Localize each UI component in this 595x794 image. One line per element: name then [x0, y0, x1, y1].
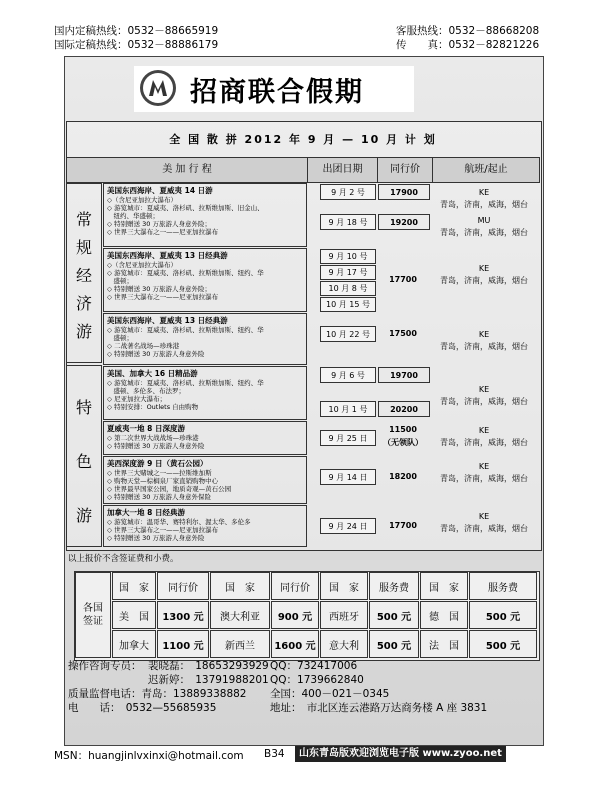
- flight-route: 青岛，济南，威海，烟台: [440, 396, 528, 406]
- visa-header-country: 国 家: [210, 572, 270, 600]
- departure-date: 9 月 17 号: [320, 265, 376, 280]
- quality-phone: 质量监督电话：青岛：13889338882: [68, 688, 247, 700]
- brand-name: 招商联合假期: [190, 77, 364, 108]
- visa-fee: 500 元: [469, 601, 537, 629]
- visa-fee: 500 元: [369, 601, 419, 629]
- footer-banner: [295, 746, 506, 762]
- visa-country: 意大利: [320, 630, 368, 658]
- departure-date: 9 月 18 号: [320, 214, 376, 230]
- price-cell: 19700: [378, 367, 430, 383]
- visa-price: 900 元: [271, 601, 319, 629]
- page-number: B34: [264, 748, 285, 760]
- itinerary-item: 美国东西海岸、夏威夷 14 日游 ◇（含尼亚加拉大瀑布） ◇ 游览城市：夏威夷、洛杉矶、拉斯维加斯、旧金山、 纽约、华盛顿； ◇ 特别赠送 30 万旅游人身意外险； ◇ 世界三大瀑布之一——尼亚加拉瀑布: [103, 183, 307, 247]
- visa-header-fee: 服务费: [469, 572, 537, 600]
- fax-number: 传 真：0532－82821226: [396, 39, 540, 51]
- flight-code: KE: [478, 263, 490, 273]
- flight-code: KE: [478, 187, 490, 197]
- departure-date: 10 月 15 号: [320, 297, 376, 312]
- price-cell: 17900: [378, 184, 430, 200]
- flight-route: 青岛，济南，威海，烟台: [440, 227, 528, 237]
- visa-price: 1300 元: [157, 601, 209, 629]
- departure-date: 9 月 2 号: [320, 184, 376, 200]
- itinerary-item: 夏威夷一地 8 日深度游 ◇ 第二次世界大战战场—珍珠港 ◇ 特别赠送 30 万旅游人身意外险: [103, 421, 307, 455]
- price-cell: 17700: [389, 520, 417, 530]
- header-itinerary: 美 加 行 程: [66, 157, 308, 183]
- msn-contact: MSN：huangjinlvxinxi@hotmail.com: [54, 750, 244, 762]
- price-cell: 18200: [389, 471, 417, 481]
- intl-hotline: 国际定稿热线：0532－88886179: [54, 39, 219, 51]
- price-note: （无领队）: [383, 437, 423, 447]
- flight-code: KE: [478, 384, 490, 394]
- visa-header-country: 国 家: [112, 572, 156, 600]
- price-cell: 20200: [378, 401, 430, 417]
- itinerary-item: 美国东西海岸、夏威夷 13 日经典游 ◇ 游览城市：夏威夷、洛杉矶、拉斯维加斯、纽约、华 盛顿； ◇ 二战著名战场—珍珠港 ◇ 特别赠送 30 万旅游人身意外险: [103, 313, 307, 365]
- price-cell: 17500: [389, 328, 417, 338]
- flight-route: 青岛，济南，威海，烟台: [440, 275, 528, 285]
- itinerary-item: 美国、加拿大 16 日精品游 ◇ 游览城市：夏威夷、洛杉矶、拉斯维加斯、纽约、华 盛顿、多伦多、布法罗； ◇ 尼亚加拉大瀑布； ◇ 特别安排：Outlets 自由购物: [103, 366, 307, 420]
- departure-date: 10 月 22 号: [320, 326, 376, 342]
- visa-price: 1600 元: [271, 630, 319, 658]
- visa-label: 各国签证: [75, 572, 111, 658]
- itinerary-item: 加拿大一地 8 日经典游 ◇ 游览城市：温哥华、赛特利尔、渥太华、多伦多 ◇ 世界三大瀑布之一——尼亚加拉瀑布 ◇ 特别赠送 30 万旅游人身意外险: [103, 505, 307, 547]
- domestic-hotline: 国内定稿热线：0532－88665919: [54, 25, 219, 37]
- header-flight: 航班/起止: [432, 157, 540, 183]
- flight-code: KE: [478, 425, 490, 435]
- visa-country: 美 国: [112, 601, 156, 629]
- header-price: 同行价: [377, 157, 433, 183]
- office-address: 地址： 市北区连云港路万达商务楼 A 座 3831: [270, 702, 488, 714]
- flight-code: MU: [477, 215, 491, 225]
- price-cell: 11500: [389, 424, 417, 434]
- price-cell: 17700: [389, 274, 417, 284]
- flight-code: KE: [478, 329, 490, 339]
- visa-country: 德 国: [420, 601, 468, 629]
- departure-date: 9 月 10 号: [320, 249, 376, 264]
- category-regular: 常 规 经 济 游: [66, 183, 102, 363]
- departure-date: 9 月 25 日: [320, 430, 376, 446]
- plan-title: 全 国 散 拼 2012 年 9 月 — 10 月 计 划: [169, 133, 437, 146]
- visa-header-price: 同行价: [271, 572, 319, 600]
- national-phone: 全国：400－021－0345: [270, 688, 390, 700]
- visa-country: 加拿大: [112, 630, 156, 658]
- flight-route: 青岛，济南，威海，烟台: [440, 473, 528, 483]
- price-cell: 19200: [378, 214, 430, 230]
- visa-country: 西班牙: [320, 601, 368, 629]
- flight-code: KE: [478, 511, 490, 521]
- visa-country: 法 国: [420, 630, 468, 658]
- logo-icon: [140, 70, 176, 106]
- departure-date: 9 月 14 日: [320, 469, 376, 485]
- visa-header-country: 国 家: [320, 572, 368, 600]
- itinerary-item: 美国东西海岸、夏威夷 13 日经典游 ◇（含尼亚加拉大瀑布） ◇ 游览城市：夏威夷、洛杉矶、拉斯维加斯、纽约、华 盛顿； ◇ 特别赠送 30 万旅游人身意外险； ◇ 世界三大瀑布之一——尼亚加拉瀑布: [103, 248, 307, 312]
- flight-route: 青岛，济南，威海，烟台: [440, 523, 528, 533]
- contact-qq: QQ：732417006: [270, 660, 358, 672]
- departure-date: 10 月 1 号: [320, 401, 376, 417]
- visa-fee: 500 元: [369, 630, 419, 658]
- flight-route: 青岛，济南，威海，烟台: [440, 437, 528, 447]
- visa-price: 1100 元: [157, 630, 209, 658]
- contact-person: 裴晓磊： 18653293929: [148, 660, 269, 672]
- departure-date: 9 月 6 号: [320, 367, 376, 383]
- visa-header-price: 同行价: [157, 572, 209, 600]
- flight-code: KE: [478, 461, 490, 471]
- price-note: 以上报价不含签证费和小费。: [68, 554, 179, 564]
- visa-country: 澳大利亚: [210, 601, 270, 629]
- flight-route: 青岛，济南，威海，烟台: [440, 199, 528, 209]
- departure-date: 9 月 24 日: [320, 518, 376, 534]
- paper-name: 山东青岛版: [299, 748, 349, 759]
- visa-header-country: 国 家: [420, 572, 468, 600]
- header-date: 出团日期: [307, 157, 378, 183]
- departure-date: 10 月 8 号: [320, 281, 376, 296]
- visa-fee: 500 元: [469, 630, 537, 658]
- visa-header-fee: 服务费: [369, 572, 419, 600]
- itinerary-item: 美西深度游 9 日（黄石公园） ◇ 世界三大赌城之一——拉斯维加斯 ◇ 购物天堂—棕榈泉厂家直销购物中心 ◇ 世界最早国家公园，地质奇观—黄石公园 ◇ 特别赠送 30 万旅游人身意外保险: [103, 456, 307, 504]
- flight-route: 青岛，济南，威海，烟台: [440, 341, 528, 351]
- website-text: 欢迎浏览电子版 www.zyoo.net: [349, 748, 502, 759]
- service-hotline: 客服热线：0532－88668208: [396, 25, 540, 37]
- category-special: 特 色 游: [66, 365, 102, 547]
- visa-country: 新西兰: [210, 630, 270, 658]
- contact-label: 操作咨询专员：: [68, 660, 142, 672]
- office-phone: 电 话： 0532—55685935: [68, 702, 217, 714]
- contact-person: 迟新婷： 13791988201: [148, 674, 269, 686]
- contact-qq: QQ：1739662840: [270, 674, 364, 686]
